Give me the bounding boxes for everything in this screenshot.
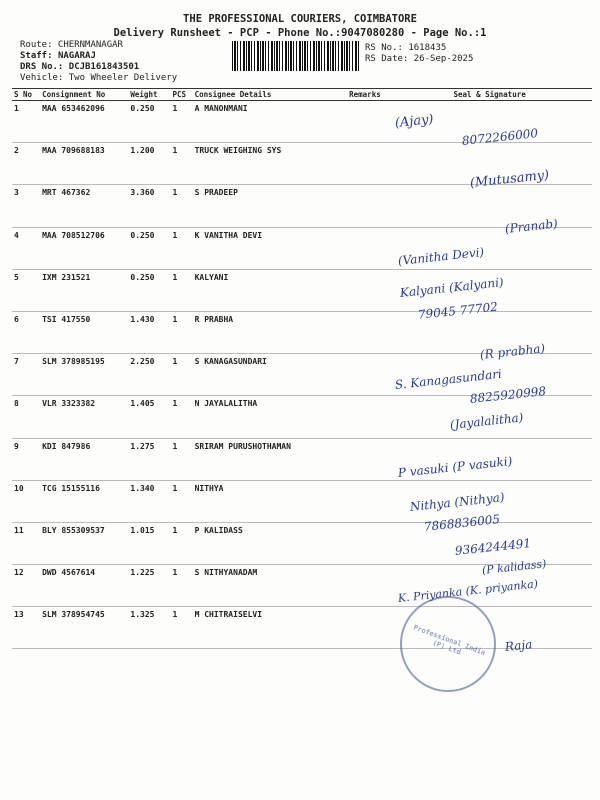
table-row xyxy=(12,269,592,311)
row-weight: 1.200 xyxy=(128,143,170,185)
route: Route: CHERNMANAGAR xyxy=(20,40,123,50)
vehicle: Vehicle: Two Wheeler Delivery xyxy=(20,73,178,83)
row-sno: 7 xyxy=(12,354,40,396)
staff-label: Staff: xyxy=(20,51,53,61)
row-sno: 5 xyxy=(12,269,40,311)
row-remarks xyxy=(347,565,387,607)
signature-prabha: (R prabha) xyxy=(479,341,546,362)
row-remarks xyxy=(347,269,387,311)
signature-phone-5: 9364244491 xyxy=(454,536,532,558)
col-consignment: Consignment No xyxy=(40,89,128,101)
drs-number: DCJB161843501 xyxy=(68,62,140,72)
row-pcs: 1 xyxy=(171,143,193,185)
signature-kalyani: Kalyani (Kalyani) xyxy=(399,275,505,300)
row-pcs: 1 xyxy=(171,607,193,649)
signature-vanitha: (Vanitha Devi) xyxy=(397,244,485,268)
row-remarks xyxy=(347,101,387,143)
row-consignment-no: SLM 378954745 xyxy=(40,607,128,649)
row-consignee: NITHYA xyxy=(193,480,348,522)
row-remarks xyxy=(347,354,387,396)
row-sno: 8 xyxy=(12,396,40,438)
row-weight: 3.360 xyxy=(128,185,170,227)
signature-kalidass: (P kalidass) xyxy=(481,557,547,577)
rs-number: RS No.: 1618435 xyxy=(365,43,447,53)
row-pcs: 1 xyxy=(171,311,193,353)
row-consignment-no: BLY 855309537 xyxy=(40,522,128,564)
row-consignment-no: MAA 708512706 xyxy=(40,227,128,269)
row-consignee: P KALIDASS xyxy=(193,522,348,564)
row-weight: 0.250 xyxy=(128,269,170,311)
row-remarks xyxy=(347,227,387,269)
row-consignee: TRUCK WEIGHING SYS xyxy=(193,143,348,185)
company-title: THE PROFESSIONAL COURIERS, COIMBATORE xyxy=(183,13,417,25)
row-consignee: K VANITHA DEVI xyxy=(193,227,348,269)
signature-phone-1: 8072266000 xyxy=(461,126,539,148)
signature-mutusamy: (Mutusamy) xyxy=(469,167,550,191)
signature-priyanka: K. Priyanka (K. priyanka) xyxy=(397,577,539,605)
row-pcs: 1 xyxy=(171,227,193,269)
row-sno: 2 xyxy=(12,143,40,185)
row-weight: 1.275 xyxy=(128,438,170,480)
row-sno: 3 xyxy=(12,185,40,227)
row-pcs: 1 xyxy=(171,438,193,480)
col-remarks: Remarks xyxy=(347,89,387,101)
row-weight: 0.250 xyxy=(128,227,170,269)
signature-phone-2: 79045 77702 xyxy=(417,299,499,322)
row-sno: 12 xyxy=(12,565,40,607)
staff-name: NAGARAJ xyxy=(57,51,96,61)
signature-raja: Raja xyxy=(504,637,533,654)
row-consignment-no: TCG 15155116 xyxy=(40,480,128,522)
row-sno: 4 xyxy=(12,227,40,269)
signature-vasuki: P vasuki (P vasuki) xyxy=(397,454,513,480)
drs-row xyxy=(20,62,139,72)
signature-nithya: Nithya (Nithya) xyxy=(409,490,506,514)
runsheet-subtitle: Delivery Runsheet - PCP - Phone No.:9047080280 - Page No.:1 xyxy=(113,27,487,39)
row-pcs: 1 xyxy=(171,101,193,143)
row-consignee: M CHITRAISELVI xyxy=(193,607,348,649)
signature-ajay: (Ajay) xyxy=(394,111,435,131)
row-remarks xyxy=(347,185,387,227)
col-pcs: PCS xyxy=(171,89,193,101)
row-consignment-no: MAA 709688183 xyxy=(40,143,128,185)
row-consignee: A MANONMANI xyxy=(193,101,348,143)
row-pcs: 1 xyxy=(171,269,193,311)
signature-pranab: (Pranab) xyxy=(504,216,559,236)
signature-phone-3: 8825920998 xyxy=(469,384,547,406)
barcode xyxy=(232,41,360,71)
stamp-text: Professional India (P) Ltd xyxy=(412,623,487,657)
row-weight: 1.225 xyxy=(128,565,170,607)
row-weight: 0.250 xyxy=(128,101,170,143)
row-pcs: 1 xyxy=(171,565,193,607)
col-weight: Weight xyxy=(128,89,170,101)
row-remarks xyxy=(347,143,387,185)
row-consignment-no: MAA 653462096 xyxy=(40,101,128,143)
col-sno: S No xyxy=(12,89,40,101)
row-consignment-no: IXM 231521 xyxy=(40,269,128,311)
row-consignment-no: KDI 847986 xyxy=(40,438,128,480)
table-row xyxy=(12,185,592,227)
row-sno: 9 xyxy=(12,438,40,480)
row-consignee: S KANAGASUNDARI xyxy=(193,354,348,396)
col-consignee: Consignee Details xyxy=(193,89,348,101)
row-pcs: 1 xyxy=(171,185,193,227)
row-consignment-no: DWD 4567614 xyxy=(40,565,128,607)
row-sno: 10 xyxy=(12,480,40,522)
row-remarks xyxy=(347,607,387,649)
row-consignee: N JAYALALITHA xyxy=(193,396,348,438)
row-remarks xyxy=(347,438,387,480)
row-consignee: S NITHYANADAM xyxy=(193,565,348,607)
row-pcs: 1 xyxy=(171,522,193,564)
row-weight: 1.015 xyxy=(128,522,170,564)
row-sno: 11 xyxy=(12,522,40,564)
row-weight: 1.430 xyxy=(128,311,170,353)
row-pcs: 1 xyxy=(171,354,193,396)
row-sno: 1 xyxy=(12,101,40,143)
signature-jayalalitha: (Jayalalitha) xyxy=(449,410,524,432)
rs-date: RS Date: 26-Sep-2025 xyxy=(365,54,474,64)
table-header xyxy=(12,89,592,101)
row-consignee: SRIRAM PURUSHOTHAMAN xyxy=(193,438,348,480)
row-consignee: S PRADEEP xyxy=(193,185,348,227)
drs-label: DRS No.: xyxy=(20,62,64,72)
row-pcs: 1 xyxy=(171,396,193,438)
row-consignee: R PRABHA xyxy=(193,311,348,353)
row-consignment-no: SLM 378985195 xyxy=(40,354,128,396)
row-remarks xyxy=(347,311,387,353)
row-consignment-no: VLR 3323382 xyxy=(40,396,128,438)
row-signature xyxy=(387,185,592,227)
row-remarks xyxy=(347,522,387,564)
signature-phone-4: 7868836005 xyxy=(423,512,501,534)
staff-row xyxy=(20,51,96,61)
col-signature: Seal & Signature xyxy=(387,89,592,101)
row-weight: 1.325 xyxy=(128,607,170,649)
row-remarks xyxy=(347,396,387,438)
row-weight: 2.250 xyxy=(128,354,170,396)
row-weight: 1.340 xyxy=(128,480,170,522)
row-sno: 6 xyxy=(12,311,40,353)
row-pcs: 1 xyxy=(171,480,193,522)
row-consignment-no: MRT 467362 xyxy=(40,185,128,227)
row-consignee: KALYANI xyxy=(193,269,348,311)
row-consignment-no: TSI 417550 xyxy=(40,311,128,353)
row-sno: 13 xyxy=(12,607,40,649)
row-remarks xyxy=(347,480,387,522)
signature-kanagasundari: S. Kanagasundari xyxy=(394,366,503,392)
row-weight: 1.405 xyxy=(128,396,170,438)
